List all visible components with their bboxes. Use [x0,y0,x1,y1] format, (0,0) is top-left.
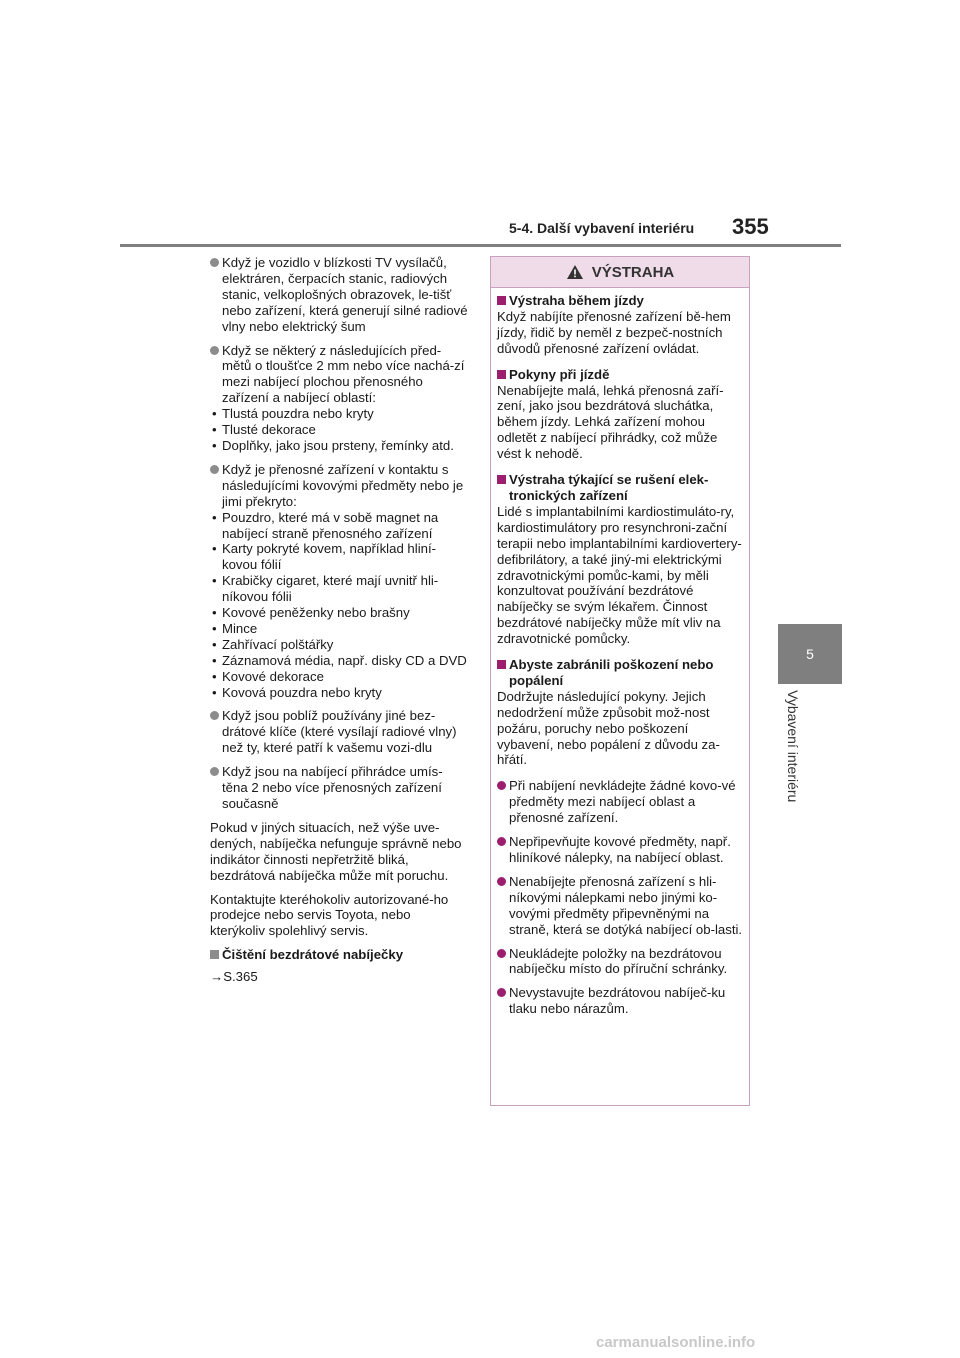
warning-bullet: Při nabíjení nevkládejte žádné kovo-vé předměty mezi nabíjecí oblast a přenosné zařízení. [497,778,743,826]
list-item [210,764,468,812]
sub-list-item: • Tlusté dekorace [210,422,468,438]
list-item [210,708,468,756]
sub-list [222,510,468,701]
warning-header [491,257,749,288]
warning-box [490,256,750,1106]
sub-list-item: • Tlustá pouzdra nebo kryty [210,406,468,422]
list-item [210,255,468,335]
bullet-text: Když je přenosné zařízení v kontaktu s následujícími kovovými předměty nebo je jimi překryto: [222,461,464,509]
paragraph: Kontaktujte kteréhokoliv autorizované-ho prodejce nebo servis Toyota, nebo kterýkoliv spolehlivý servis. [210,891,449,939]
section-heading: Čištění bezdrátové nabíječky [210,947,468,963]
bullet-text: Když jsou na nabíjecí přihrádce umís-těna 2 nebo více přenosných zařízení současně [222,764,443,811]
warning-text: Lidé s implantabilními kardiostimuláto-ry, kardiostimulátory pro resynchroni-zační terapii nebo implantabilními kardiovertery-defibrilátory, a také jiný-mi elektrickými zdravotnickými pomůc-kami, by měli konzultovat používání bezdrátové nabíječky se svým lékařem. Činnost bezdrátové nabíječky může mít vliv na zdravotnické pomůcky. [497,503,742,647]
page-reference: →S.365 [210,969,258,985]
warning-body [491,288,749,1017]
sub-list-item: • Kovová pouzdra nebo kryty [210,685,468,701]
sub-list-item: • Mince [210,621,468,637]
sub-list-item: • Pouzdro, které má v sobě magnet na nabíjecí straně přenosného zařízení [210,510,468,542]
left-column [210,255,468,993]
warning-title: VÝSTRAHA [591,263,675,281]
watermark: carmanualsonline.info [596,1334,756,1351]
warning-bullet: Nevystavujte bezdrátovou nabíječ-ku tlaku nebo nárazům. [497,985,743,1017]
sub-list-item: • Zahřívací polštářky [210,637,468,653]
sub-list-item: • Záznamová média, např. disky CD a DVD [210,653,468,669]
warning-bullet: Nepřipevňujte kovové předměty, např. hliníkové nálepky, na nabíjecí oblast. [497,834,743,866]
warning-bullet: Nenabíjejte přenosná zařízení s hli-níkovými nálepkami nebo jinými ko-vovými předměty připevněnými na straně, která se dotýká nabíjecí ob-lasti. [497,874,743,938]
sub-list-item: • Kovové peněženky nebo brašny [210,605,468,621]
list-item [210,462,468,701]
list-item [210,343,468,454]
warning-bullet: Neukládejte položky na bezdrátovou nabíječku místo do příruční schránky. [497,946,743,978]
warning-text: Když nabíjíte přenosné zařízení bě-hem jízdy, řidič by neměl z bezpeč-nostních důvodů přenosné zařízení ovládat. [497,308,731,356]
bullet-text: Když jsou poblíž používány jiné bez-drátové klíče (které vysílají radiové vlny) než ty, které patří k vašemu vozi-dlu [222,708,457,756]
header-rule [120,244,841,247]
chapter-tab: 5 [778,624,842,684]
warning-text: Nenabíjejte malá, lehká přenosná zaří-zení, jako jsou bezdrátová sluchátka, během jízdy. Lehká zařízení mohou odletět z nabíjecí přihrádky, což může vést k nehodě. [497,382,724,462]
sub-list-item: • Doplňky, jako jsou prsteny, řemínky atd. [210,438,468,454]
warning-heading: Pokyny při jízdě [497,367,743,383]
sub-list-item: • Kovové dekorace [210,669,468,685]
chapter-label: Vybavení interiéru [785,690,801,803]
bullet-text: Když se některý z následujících před-mětů o tloušťce 2 mm nebo více nachá-zí mezi nabíjecí plochou přenosného zařízení a nabíjecí oblastí: [222,342,465,406]
warning-heading: Výstraha týkající se rušení elek-tronických zařízení [497,472,743,504]
section-title: 5-4. Další vybavení interiéru [509,220,695,236]
sub-list [222,406,468,454]
page-number: 355 [732,214,769,239]
warning-heading: Abyste zabránili poškození nebo popálení [497,657,743,689]
warning-heading: Výstraha během jízdy [497,293,743,309]
sub-list-item: • Karty pokryté kovem, například hliní-kovou fólií [210,541,468,573]
paragraph: Pokud v jiných situacích, než výše uve-dených, nabíječka nefunguje správně nebo indikátor činnosti nepřetržitě bliká, bezdrátová nabíječka může mít poruchu. [210,819,462,883]
bullet-text: Když je vozidlo v blízkosti TV vysílačů, elektráren, čerpacích stanic, radiových stanic, velkoplošných obrazovek, le-tišť nebo zařízení, která generují silné radiové vlny nebo elektrický šum [222,255,468,334]
warning-text: Dodržujte následující pokyny. Jejich nedodržení může způsobit mož-nost požáru, poruchy nebo poškození vybavení, nebo popálení z důvodu za-hřátí. [497,688,720,768]
sub-list-item: • Krabičky cigaret, které mají uvnitř hli-níkovou fólii [210,573,468,605]
warning-triangle-icon [566,264,584,280]
